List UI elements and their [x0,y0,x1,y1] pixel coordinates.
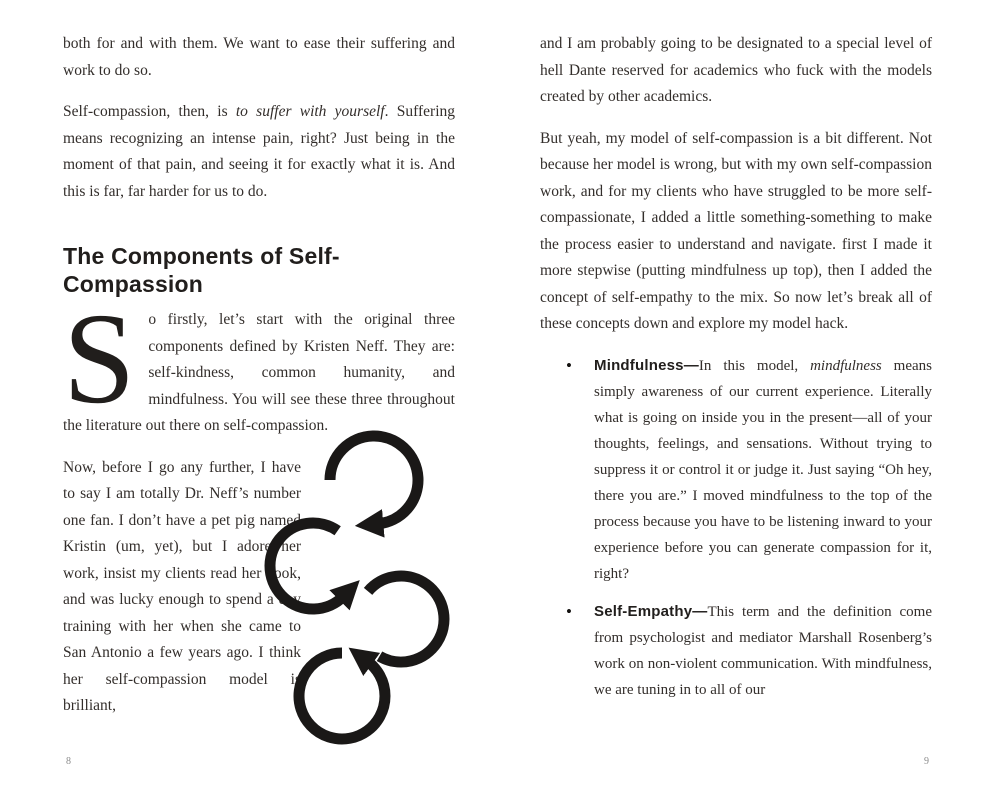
left-page-content [63,0,456,767]
list-item [566,599,932,703]
paragraph: Now, before I go any further, I have to say I am totally Dr. Neff’s number one fan. I don’t have a pet pig named Kristin (um, yet), but I adore her work, insist my clients read her book, and was lucky enough to spend a day training with her when she came to San Antonio a few years ago. I think her self-compassion model is brilliant, [63,458,301,714]
circle-arrow-top-icon [330,436,418,524]
drop-cap: S [63,287,136,431]
paragraph [63,287,455,440]
right-page [540,0,932,800]
page-number: 9 [924,756,929,767]
circle-arrow-middle-left-icon [270,523,343,609]
paragraph-text: Self-compassion, then, is [63,103,236,120]
paragraph [63,99,455,205]
bullet-term: Mindfulness— [594,356,699,374]
list-item-text [594,353,932,587]
cycle-arrows-graphic [257,424,457,754]
bullet-icon: • [566,601,572,621]
bullet-term: Self-Empathy— [594,602,708,620]
paragraph-text: In this model, [698,357,811,374]
section-heading: The Components of Self-Compassion [63,243,340,297]
paragraph: both for and with them. We want to ease their suffering and work to do so. [63,35,455,79]
paragraph-text: o firstly, let’s start with the original three components defined by Kristen Neff. They are: self-kindness, common humanity, and mindfulness. You will see these three throughout the literature out there on self-compassion. [63,311,455,434]
italic-phrase: to suffer with yourself [235,103,385,120]
page-number: 8 [66,756,71,767]
bullet-icon: • [566,355,572,375]
paragraph-text: This term and the definition come from psychologist and mediator Marshall Rosenberg’s work on non-violent communication. With mindfulness, we are tuning in to all of our [594,603,932,698]
paragraph-text: means simply awareness of our current experience. Literally what is going on inside you in the present—all of your thoughts, feelings, and sensations. Without trying to suppress it or control it or judge it. Just saying “Oh hey, there you are.” I moved mindfulness to the top of the process because you have to be listening inward to your experience before you can generate compassion for it, right? [594,357,932,582]
left-page [63,0,455,800]
list-item [566,353,932,587]
italic-phrase: mindfulness [810,357,882,374]
paragraph: and I am probably going to be designated to a special level of hell Dante reserved for academics who fuck with the models created by other academics. [540,35,932,105]
paragraph-text: . Suffering means recognizing an intense pain, right? Just being in the moment of that pain, and seeing it for exactly what it is. And this is far, far harder for us to do. [63,103,456,200]
paragraph: But yeah, my model of self-compassion is a bit different. Not because her model is wrong, but with my own self-compassion work, and for my clients who have struggled to be more self-compassionate, I added a little something-something to make the process easier to understand and navigate. first I made it more stepwise (putting mindfulness up top), then I added the concept of self-empathy to the mix. So now let’s break all of these concepts down and explore my model hack. [540,129,932,332]
right-page-content [540,0,932,767]
circle-arrow-bottom-icon [299,653,385,739]
bullet-list [540,353,932,703]
circle-arrow-middle-right-icon [368,576,444,662]
list-item-text [594,599,932,703]
